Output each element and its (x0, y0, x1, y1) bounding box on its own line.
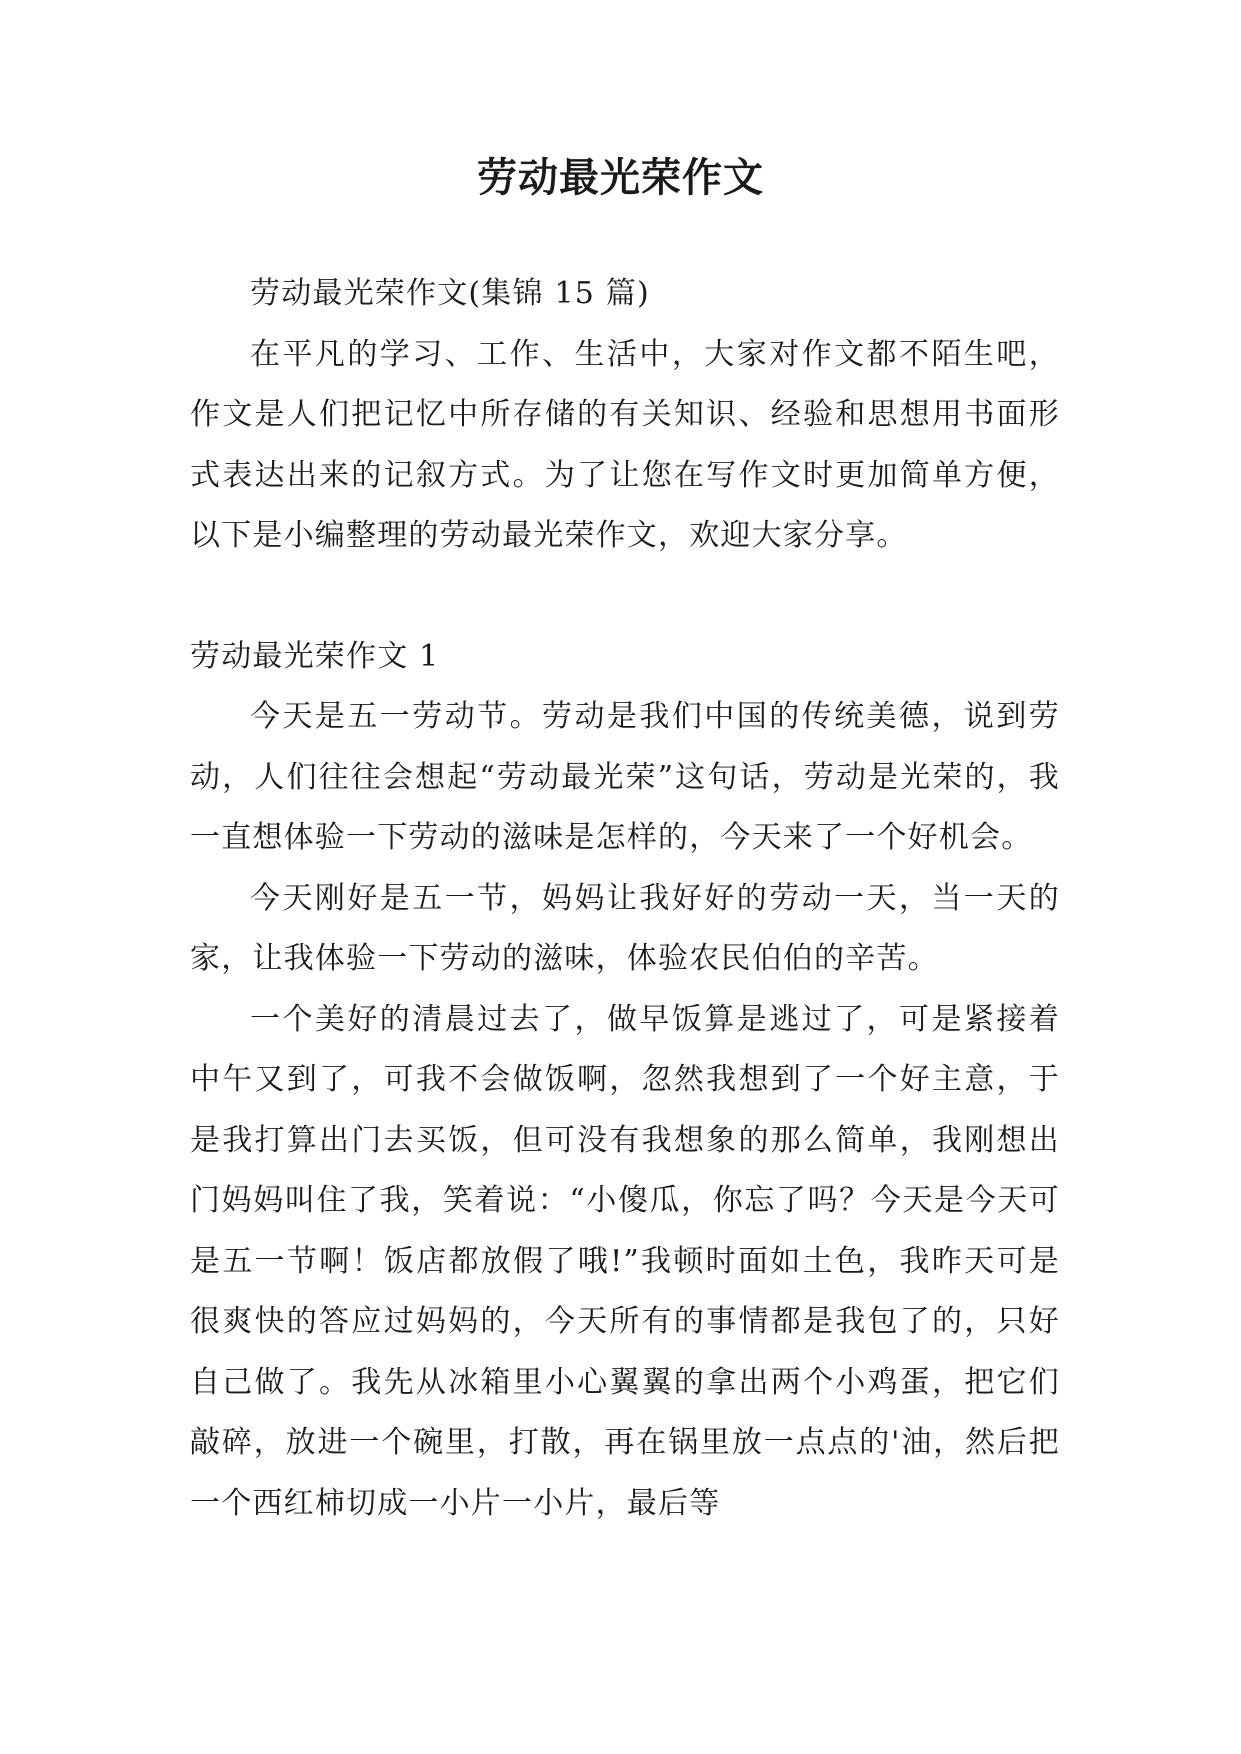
body-paragraph: 今天是五一劳动节。劳动是我们中国的传统美德，说到劳动，人们往往会想起“劳动最光荣”这句话，劳动是光荣的，我一直想体验一下劳动的滋味是怎样的，今天来了一个好机会。 (190, 699, 1060, 855)
subtitle-paragraph: 劳动最光荣作文(集锦 15 篇) (250, 276, 650, 311)
section-heading: 劳动最光荣作文 1 (190, 638, 440, 674)
document-title: 劳动最光荣作文 (477, 154, 764, 201)
document-body (190, 264, 1060, 1534)
body-paragraph: 今天刚好是五一节，妈妈让我好好的劳动一天，当一天的家，让我体验一下劳动的滋味，体验农民伯伯的辛苦。 (190, 880, 1060, 976)
intro-paragraph: 在平凡的学习、工作、生活中，大家对作文都不陌生吧，作文是人们把记忆中所存储的有关知识、经验和思想用书面形式表达出来的记叙方式。为了让您在写作文时更加简单方便，以下是小编整理的劳动最光荣作文，欢迎大家分享。 (190, 336, 1060, 553)
body-paragraph: 一个美好的清晨过去了，做早饭算是逃过了，可是紧接着中午又到了，可我不会做饭啊，忽然我想到了一个好主意，于是我打算出门去买饭，但可没有我想象的那么简单，我刚想出门妈妈叫住了我，笑着说：“小傻瓜，你忘了吗？今天是今天可是五一节啊！饭店都放假了哦!”我顿时面如土色，我昨天可是很爽快的答应过妈妈的，今天所有的事情都是我包了的，只好自己做了。我先从冰箱里小心翼翼的拿出两个小鸡蛋，把它们敲碎，放进一个碗里，打散，再在锅里放一点点的'油，然后把一个西红柿切成一小片一小片，最后等 (190, 1001, 1060, 1521)
